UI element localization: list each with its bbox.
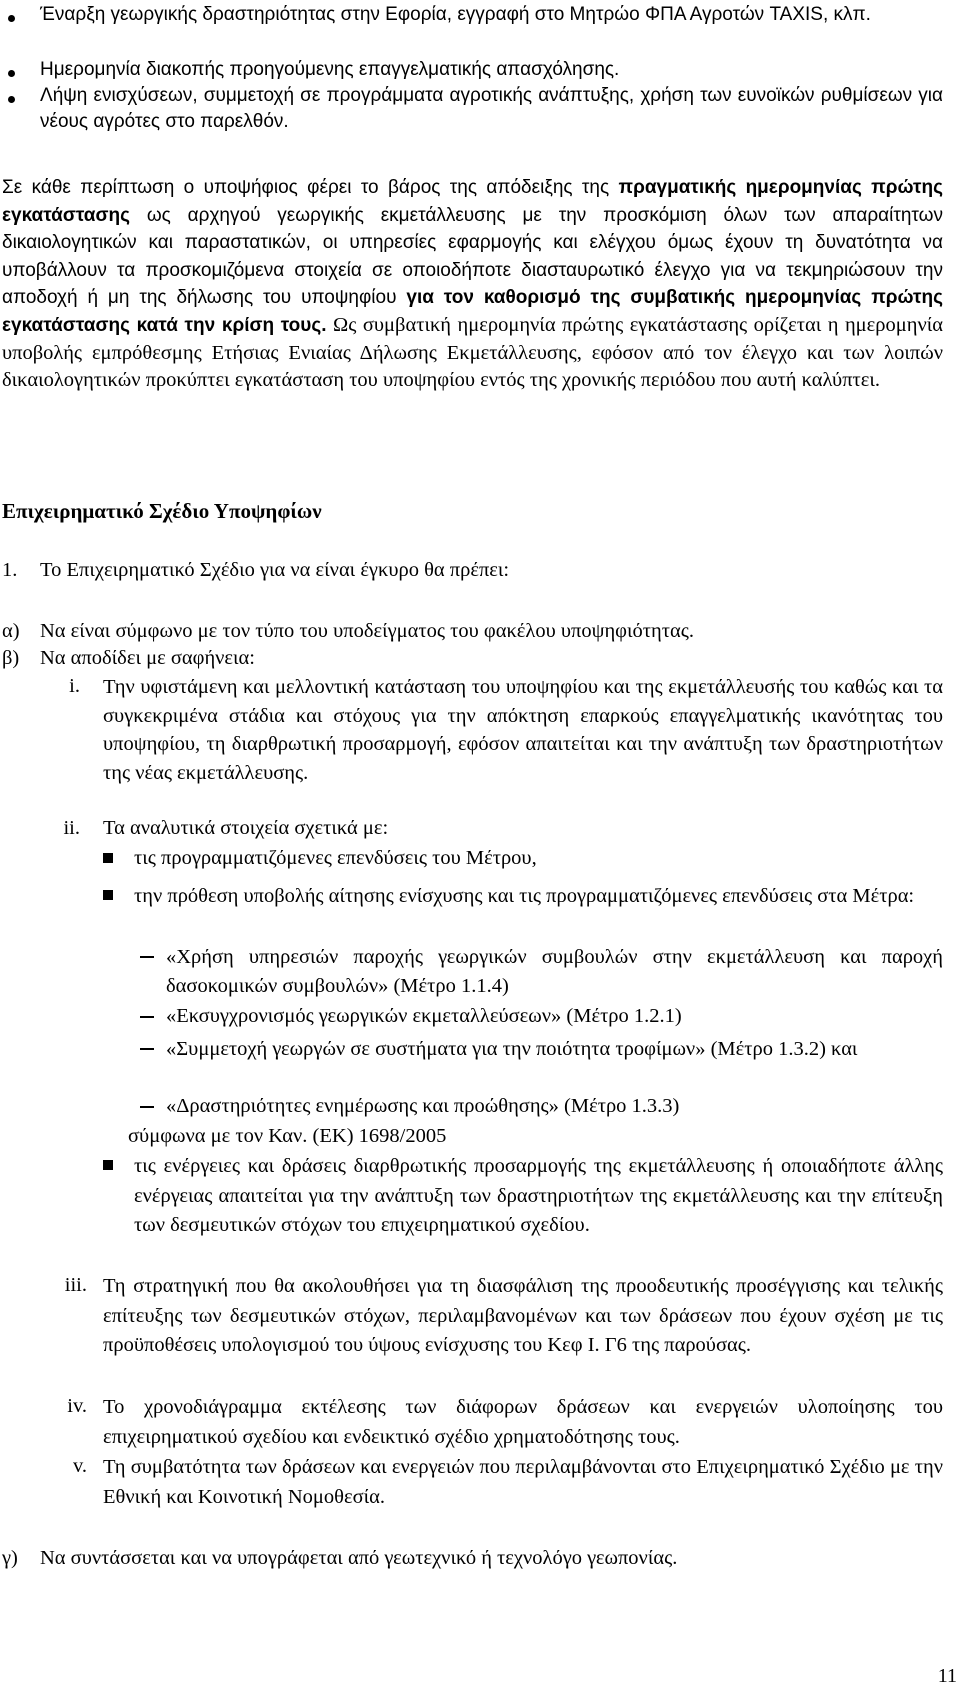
roman-label: iv. [67,1395,87,1417]
square-bullet-icon [103,890,113,900]
ii-dash-item: «Δραστηριότητες ενημέρωσης και προώθησης» (Μέτρο 1.3.3) [166,1095,680,1117]
paragraph-bold-text: πραγματικής ημερομηνίας πρώτης εγκατάστασης [2,177,943,226]
ii-dash-item: «Εκσυγχρονισμός γεωργικών εκμεταλλεύσεων» (Μέτρο 1.2.1) [166,1005,682,1027]
body-paragraph [2,174,943,395]
roman-label: i. [69,675,80,697]
square-bullet-icon [103,1160,113,1170]
dash-icon [140,956,154,958]
paragraph-text: Ως συμβατική ημερομηνία πρώτης εγκατάστασης ορίζεται η ημερομηνία υποβολής εμπρόθεσμης Ετήσιας Ενιαίας Δήλωσης Εκμετάλλευσης, εφόσον από τον έλεγχο και των λοιπών δικαιολογητικών προκύπτει εγκατάσταση του υποψηφίου εντός της χρονικής περιόδου που αυτή καλύπτει. [2,313,943,392]
section-heading: Επιχειρηματικό Σχέδιο Υποψηφίων [2,499,322,523]
roman-label: iii. [64,1274,87,1296]
page-number: 11 [937,1665,957,1687]
bullet-item: Ημερομηνία διακοπής προηγούμενης επαγγελματικής απασχόλησης. [40,59,620,80]
bullet-icon [8,70,15,77]
ii-item: τις ενέργειες και δράσεις διαρθρωτικής προσαρμογής της εκμετάλλευσης ή οποιαδήποτε άλλης ενέργειας απαιτείται για την ανάπτυξη των δραστηριοτήτων της εκμετάλλευσης και την επίτευξη των δεσμευτικών στόχων του επιχειρηματικού σχεδίου. [134,1155,943,1236]
gamma-text: Να συντάσσεται και να υπογράφεται από γεωτεχνικό ή τεχνολόγο γεωπονίας. [40,1547,678,1569]
roman-text: Το χρονοδιάγραμμα εκτέλεσης των διάφορων δράσεων και ενεργειών υλοποίησης του επιχειρηματικού σχεδίου και ενδεικτικό σχέδιο χρηματοδότησης τους. [103,1396,943,1448]
regulation-note: σύμφωνα με τον Καν. (ΕΚ) 1698/2005 [128,1125,447,1147]
item-number: 1. [2,559,18,581]
roman-text: Τη συμβατότητα των δράσεων και ενεργειών που περιλαμβάνονται στο Επιχειρηματικό Σχέδιο με την Εθνική και Κοινοτική Νομοθεσία. [103,1456,943,1508]
paragraph-text: ως αρχηγού γεωργικής εκμετάλλευσης με την προσκόμιση όλων των απαραίτητων δικαιολογητικών και παραστατικών, οι υπηρεσίες εφαρμογής και ελέγχου όμως έχουν τη δυνατότητα να υποβάλλουν τα προσκομιζόμενα στοιχεία σε οποιοδήποτε διασταυρωτικό έλεγχο για να τεκμηριώσουν την αποδοχή ή μη της δήλωσης του υποψηφίου [2,204,943,309]
ii-item: τις προγραμματιζόμενες επενδύσεις του Μέτρου, [134,847,537,869]
alpha-text: Να είναι σύμφωνο με τον τύπο του υποδείγματος του φακέλου υποψηφιότητας. [40,620,694,642]
bullet-icon [8,96,15,103]
beta-text: Να αποδίδει με σαφήνεια: [40,647,255,669]
paragraph-bold-text: για τον καθορισμό της συμβατικής ημερομηνίας πρώτης εγκατάστασης κατά την κρίση τους. [2,287,943,336]
paragraph-text: Σε κάθε περίπτωση ο υποψήφιος φέρει το βάρος της απόδειξης της [2,177,619,198]
beta-label: β) [2,647,20,669]
roman-text: Τη στρατηγική που θα ακολουθήσει για τη διασφάλιση της προοδευτικής προσέγγισης και τελικής επίτευξης των δεσμευτικών στόχων, περιλαμβανομένων και των δράσεων που έχουν σχέση με τις προϋποθέσεις υπολογισμού του ύψους ενίσχυσης του Κεφ Ι. Γ6 της παρούσας. [103,1275,943,1356]
dash-icon [140,1016,154,1018]
gamma-label: γ) [2,1547,18,1569]
roman-label: v. [72,1455,87,1477]
roman-label: ii. [63,817,80,839]
square-bullet-icon [103,853,113,863]
ii-dash-item: «Χρήση υπηρεσιών παροχής γεωργικών συμβουλών στην εκμετάλλευση και παροχή δασοκομικών συμβουλών» (Μέτρο 1.1.4) [166,946,943,997]
bullet-item: Έναρξη γεωργικής δραστηριότητας στην Εφορία, εγγραφή στο Μητρώο ΦΠΑ Αγροτών TAXIS, κλπ. [40,4,871,25]
roman-text: Την υφιστάμενη και μελλοντική κατάσταση του υποψηφίου και της εκμετάλλευσής του καθώς και τα συγκεκριμένα στάδια και στόχους για την απόκτηση επαρκούς επαγγελματικής ικανότητας του υποψηφίου, τη διαρθρωτική προσαρμογή, εφόσον απαιτείται και την ανάπτυξη των δραστηριοτήτων της νέας εκμετάλλευσης. [103,676,943,784]
ii-dash-item: «Συμμετοχή γεωργών σε συστήματα για την ποιότητα τροφίμων» (Μέτρο 1.3.2) και [166,1038,858,1060]
roman-text: Τα αναλυτικά στοιχεία σχετικά με: [103,817,389,839]
bullet-item: Λήψη ενισχύσεων, συμμετοχή σε προγράμματα αγροτικής ανάπτυξης, χρήση των ευνοϊκών ρυθμίσεων για νέους αγρότες στο παρελθόν. [40,85,943,132]
dash-icon [140,1106,154,1108]
dash-icon [140,1048,154,1050]
alpha-label: α) [2,620,20,642]
ii-item: την πρόθεση υποβολής αίτησης ενίσχυσης και τις προγραμματιζόμενες επενδύσεις στα Μέτρα: [134,885,915,907]
bullet-icon [8,15,15,22]
item-text: Το Επιχειρηματικό Σχέδιο για να είναι έγκυρο θα πρέπει: [40,559,510,581]
